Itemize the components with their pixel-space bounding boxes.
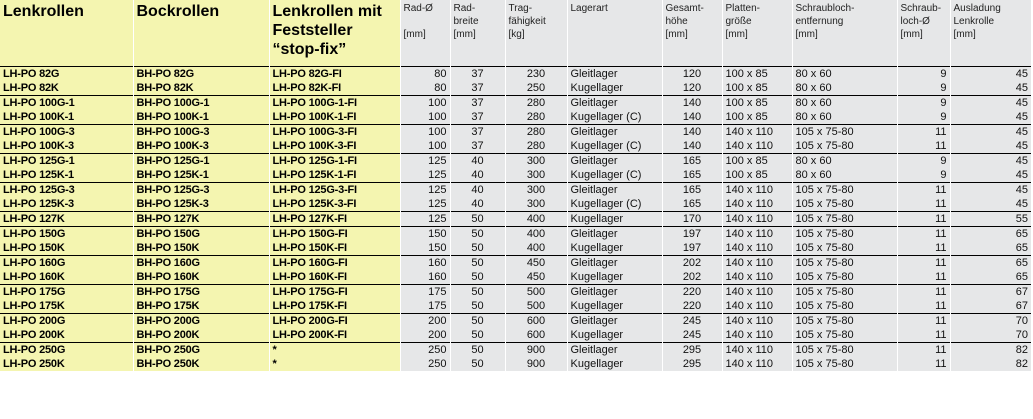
cell-schraubloch-d: 11 [897, 125, 950, 140]
cell-schraubloch-d: 11 [897, 241, 950, 256]
cell-gesamthoehe: 165 [662, 197, 722, 212]
cell-plattengroesse: 100 x 85 [722, 67, 792, 82]
cell-schraubloch-d: 9 [897, 81, 950, 96]
cell-plattengroesse: 140 x 110 [722, 314, 792, 329]
cell-lenkrollen: LH-PO 82K [0, 81, 133, 96]
cell-bockrollen: BH-PO 160G [133, 256, 269, 271]
cell-gesamthoehe: 197 [662, 241, 722, 256]
cell-tragfaehigkeit: 250 [505, 81, 567, 96]
cell-schraubloch: 105 x 75-80 [792, 328, 897, 343]
cell-radbreite: 40 [450, 197, 505, 212]
cell-rad-d: 150 [400, 241, 450, 256]
cell-feststeller: LH-PO 125G-1-FI [269, 154, 400, 169]
table-row [0, 270, 1031, 285]
cell-gesamthoehe: 140 [662, 96, 722, 111]
cell-ausladung: 70 [950, 314, 1031, 329]
table-row [0, 256, 1031, 271]
cell-ausladung: 82 [950, 343, 1031, 358]
cell-schraubloch-d: 11 [897, 299, 950, 314]
cell-lenkrollen: LH-PO 127K [0, 212, 133, 227]
header-tragfaehigkeit: Trag- fähigkeit [kg] [505, 0, 567, 67]
cell-lagerart: Gleitlager [567, 227, 662, 242]
cell-lenkrollen: LH-PO 125G-3 [0, 183, 133, 198]
cell-tragfaehigkeit: 500 [505, 285, 567, 300]
cell-radbreite: 50 [450, 328, 505, 343]
cell-lagerart: Gleitlager [567, 256, 662, 271]
cell-plattengroesse: 140 x 110 [722, 285, 792, 300]
cell-plattengroesse: 140 x 110 [722, 197, 792, 212]
cell-rad-d: 200 [400, 314, 450, 329]
cell-feststeller: LH-PO 200G-FI [269, 314, 400, 329]
cell-ausladung: 55 [950, 212, 1031, 227]
cell-ausladung: 45 [950, 154, 1031, 169]
cell-lenkrollen: LH-PO 100G-1 [0, 96, 133, 111]
cell-lenkrollen: LH-PO 100G-3 [0, 125, 133, 140]
cell-schraubloch-d: 9 [897, 110, 950, 125]
cell-schraubloch: 80 x 60 [792, 81, 897, 96]
cell-rad-d: 125 [400, 197, 450, 212]
cell-gesamthoehe: 140 [662, 110, 722, 125]
cell-bockrollen: BH-PO 125G-1 [133, 154, 269, 169]
cell-gesamthoehe: 245 [662, 328, 722, 343]
cell-ausladung: 45 [950, 125, 1031, 140]
cell-gesamthoehe: 165 [662, 154, 722, 169]
cell-ausladung: 45 [950, 110, 1031, 125]
cell-schraubloch: 105 x 75-80 [792, 299, 897, 314]
cell-feststeller: LH-PO 82K-FI [269, 81, 400, 96]
table-row [0, 110, 1031, 125]
cell-plattengroesse: 100 x 85 [722, 154, 792, 169]
cell-schraubloch-d: 11 [897, 270, 950, 285]
cell-gesamthoehe: 140 [662, 125, 722, 140]
table-row [0, 328, 1031, 343]
header-bockrollen: Bockrollen [133, 0, 269, 67]
table-row [0, 343, 1031, 358]
cell-radbreite: 40 [450, 168, 505, 183]
table-row [0, 183, 1031, 198]
cell-feststeller: * [269, 343, 400, 358]
header-rad-d: Rad-Ø [mm] [400, 0, 450, 67]
cell-gesamthoehe: 202 [662, 270, 722, 285]
cell-rad-d: 125 [400, 154, 450, 169]
cell-schraubloch: 105 x 75-80 [792, 270, 897, 285]
cell-bockrollen: BH-PO 125K-1 [133, 168, 269, 183]
cell-schraubloch-d: 9 [897, 168, 950, 183]
cell-feststeller: LH-PO 127K-FI [269, 212, 400, 227]
cell-gesamthoehe: 120 [662, 67, 722, 82]
cell-lagerart: Kugellager [567, 357, 662, 371]
table-row [0, 139, 1031, 154]
cell-schraubloch-d: 9 [897, 96, 950, 111]
cell-rad-d: 125 [400, 183, 450, 198]
cell-plattengroesse: 140 x 110 [722, 241, 792, 256]
cell-lenkrollen: LH-PO 160K [0, 270, 133, 285]
cell-lagerart: Kugellager (C) [567, 168, 662, 183]
cell-lagerart: Kugellager (C) [567, 139, 662, 154]
cell-schraubloch: 80 x 60 [792, 168, 897, 183]
cell-gesamthoehe: 295 [662, 357, 722, 371]
cell-tragfaehigkeit: 280 [505, 96, 567, 111]
cell-bockrollen: BH-PO 200G [133, 314, 269, 329]
table-row [0, 285, 1031, 300]
cell-gesamthoehe: 245 [662, 314, 722, 329]
cell-lenkrollen: LH-PO 125G-1 [0, 154, 133, 169]
cell-bockrollen: BH-PO 100K-3 [133, 139, 269, 154]
cell-radbreite: 50 [450, 343, 505, 358]
cell-lagerart: Kugellager [567, 81, 662, 96]
cell-rad-d: 175 [400, 285, 450, 300]
table-row [0, 227, 1031, 242]
cell-schraubloch: 105 x 75-80 [792, 285, 897, 300]
table-row [0, 81, 1031, 96]
cell-plattengroesse: 100 x 85 [722, 168, 792, 183]
cell-tragfaehigkeit: 300 [505, 154, 567, 169]
cell-schraubloch-d: 11 [897, 314, 950, 329]
cell-tragfaehigkeit: 400 [505, 212, 567, 227]
cell-schraubloch: 105 x 75-80 [792, 256, 897, 271]
cell-tragfaehigkeit: 230 [505, 67, 567, 82]
cell-feststeller: LH-PO 100K-1-FI [269, 110, 400, 125]
cell-schraubloch: 105 x 75-80 [792, 241, 897, 256]
cell-ausladung: 65 [950, 270, 1031, 285]
cell-feststeller: * [269, 357, 400, 371]
cell-radbreite: 37 [450, 110, 505, 125]
cell-gesamthoehe: 202 [662, 256, 722, 271]
cell-schraubloch-d: 11 [897, 197, 950, 212]
cell-gesamthoehe: 170 [662, 212, 722, 227]
cell-rad-d: 125 [400, 212, 450, 227]
table-body [0, 67, 1031, 372]
cell-gesamthoehe: 295 [662, 343, 722, 358]
cell-bockrollen: BH-PO 150G [133, 227, 269, 242]
cell-gesamthoehe: 197 [662, 227, 722, 242]
cell-radbreite: 37 [450, 139, 505, 154]
cell-tragfaehigkeit: 450 [505, 270, 567, 285]
cell-ausladung: 82 [950, 357, 1031, 371]
cell-bockrollen: BH-PO 150K [133, 241, 269, 256]
header-lenkrollen: Lenkrollen [0, 0, 133, 67]
cell-tragfaehigkeit: 300 [505, 168, 567, 183]
cell-schraubloch-d: 11 [897, 256, 950, 271]
cell-feststeller: LH-PO 160K-FI [269, 270, 400, 285]
cell-gesamthoehe: 220 [662, 285, 722, 300]
cell-rad-d: 160 [400, 270, 450, 285]
cell-schraubloch-d: 11 [897, 285, 950, 300]
cell-ausladung: 45 [950, 81, 1031, 96]
cell-plattengroesse: 140 x 110 [722, 299, 792, 314]
cell-lagerart: Gleitlager [567, 285, 662, 300]
cell-radbreite: 37 [450, 96, 505, 111]
cell-tragfaehigkeit: 600 [505, 328, 567, 343]
cell-plattengroesse: 140 x 110 [722, 227, 792, 242]
cell-rad-d: 100 [400, 139, 450, 154]
cell-lagerart: Kugellager [567, 328, 662, 343]
cell-lagerart: Kugellager (C) [567, 110, 662, 125]
table-row [0, 212, 1031, 227]
cell-schraubloch: 105 x 75-80 [792, 314, 897, 329]
cell-lenkrollen: LH-PO 200G [0, 314, 133, 329]
cell-tragfaehigkeit: 500 [505, 299, 567, 314]
cell-bockrollen: BH-PO 82K [133, 81, 269, 96]
cell-radbreite: 37 [450, 125, 505, 140]
cell-rad-d: 100 [400, 96, 450, 111]
cell-lagerart: Kugellager (C) [567, 197, 662, 212]
cell-feststeller: LH-PO 100K-3-FI [269, 139, 400, 154]
cell-bockrollen: BH-PO 250G [133, 343, 269, 358]
cell-plattengroesse: 140 x 110 [722, 139, 792, 154]
cell-bockrollen: BH-PO 100K-1 [133, 110, 269, 125]
cell-schraubloch: 105 x 75-80 [792, 357, 897, 371]
cell-plattengroesse: 100 x 85 [722, 81, 792, 96]
cell-gesamthoehe: 220 [662, 299, 722, 314]
cell-tragfaehigkeit: 450 [505, 256, 567, 271]
table-row [0, 197, 1031, 212]
cell-tragfaehigkeit: 300 [505, 197, 567, 212]
cell-ausladung: 65 [950, 227, 1031, 242]
cell-radbreite: 50 [450, 212, 505, 227]
cell-schraubloch-d: 11 [897, 183, 950, 198]
cell-schraubloch-d: 11 [897, 212, 950, 227]
cell-lenkrollen: LH-PO 125K-1 [0, 168, 133, 183]
cell-bockrollen: BH-PO 127K [133, 212, 269, 227]
cell-rad-d: 80 [400, 81, 450, 96]
cell-radbreite: 50 [450, 256, 505, 271]
cell-rad-d: 125 [400, 168, 450, 183]
cell-tragfaehigkeit: 600 [505, 314, 567, 329]
cell-radbreite: 37 [450, 81, 505, 96]
cell-plattengroesse: 140 x 110 [722, 357, 792, 371]
cell-rad-d: 160 [400, 256, 450, 271]
cell-feststeller: LH-PO 82G-FI [269, 67, 400, 82]
cell-schraubloch-d: 11 [897, 139, 950, 154]
header-lagerart: Lagerart [567, 0, 662, 67]
cell-ausladung: 65 [950, 241, 1031, 256]
table-row [0, 154, 1031, 169]
cell-feststeller: LH-PO 160G-FI [269, 256, 400, 271]
cell-radbreite: 50 [450, 314, 505, 329]
cell-bockrollen: BH-PO 100G-1 [133, 96, 269, 111]
cell-lenkrollen: LH-PO 82G [0, 67, 133, 82]
cell-tragfaehigkeit: 900 [505, 343, 567, 358]
header-gesamthoehe: Gesamt- höhe [mm] [662, 0, 722, 67]
cell-schraubloch: 105 x 75-80 [792, 343, 897, 358]
cell-lenkrollen: LH-PO 100K-3 [0, 139, 133, 154]
table-row [0, 96, 1031, 111]
cell-radbreite: 40 [450, 183, 505, 198]
cell-lagerart: Gleitlager [567, 125, 662, 140]
cell-radbreite: 50 [450, 270, 505, 285]
cell-rad-d: 150 [400, 227, 450, 242]
table-row [0, 299, 1031, 314]
cell-lenkrollen: LH-PO 150K [0, 241, 133, 256]
cell-lagerart: Gleitlager [567, 343, 662, 358]
cell-ausladung: 67 [950, 299, 1031, 314]
cell-schraubloch: 105 x 75-80 [792, 183, 897, 198]
cell-lagerart: Kugellager [567, 212, 662, 227]
cell-schraubloch: 80 x 60 [792, 67, 897, 82]
cell-ausladung: 45 [950, 96, 1031, 111]
cell-ausladung: 45 [950, 67, 1031, 82]
cell-ausladung: 45 [950, 197, 1031, 212]
cell-bockrollen: BH-PO 200K [133, 328, 269, 343]
cell-schraubloch-d: 11 [897, 328, 950, 343]
cell-schraubloch-d: 11 [897, 227, 950, 242]
cell-ausladung: 70 [950, 328, 1031, 343]
cell-lagerart: Gleitlager [567, 67, 662, 82]
cell-schraubloch: 105 x 75-80 [792, 212, 897, 227]
cell-gesamthoehe: 120 [662, 81, 722, 96]
cell-plattengroesse: 140 x 110 [722, 212, 792, 227]
cell-schraubloch: 80 x 60 [792, 154, 897, 169]
cell-radbreite: 50 [450, 285, 505, 300]
cell-lenkrollen: LH-PO 160G [0, 256, 133, 271]
cell-lenkrollen: LH-PO 250G [0, 343, 133, 358]
cell-schraubloch: 105 x 75-80 [792, 139, 897, 154]
cell-gesamthoehe: 140 [662, 139, 722, 154]
header-schraubloch-d: Schraub- loch-Ø [mm] [897, 0, 950, 67]
cell-rad-d: 250 [400, 357, 450, 371]
cell-radbreite: 50 [450, 227, 505, 242]
cell-lenkrollen: LH-PO 200K [0, 328, 133, 343]
cell-schraubloch-d: 11 [897, 357, 950, 371]
cell-schraubloch-d: 9 [897, 67, 950, 82]
header-ausladung: Ausladung Lenkrolle [mm] [950, 0, 1031, 67]
cell-plattengroesse: 140 x 110 [722, 125, 792, 140]
cell-feststeller: LH-PO 100G-3-FI [269, 125, 400, 140]
cell-plattengroesse: 140 x 110 [722, 256, 792, 271]
cell-ausladung: 45 [950, 139, 1031, 154]
cell-tragfaehigkeit: 400 [505, 227, 567, 242]
cell-plattengroesse: 140 x 110 [722, 328, 792, 343]
cell-tragfaehigkeit: 300 [505, 183, 567, 198]
cell-feststeller: LH-PO 100G-1-FI [269, 96, 400, 111]
header-row [0, 0, 1031, 67]
cell-gesamthoehe: 165 [662, 183, 722, 198]
cell-feststeller: LH-PO 125K-3-FI [269, 197, 400, 212]
cell-lagerart: Kugellager [567, 299, 662, 314]
cell-ausladung: 67 [950, 285, 1031, 300]
cell-rad-d: 100 [400, 125, 450, 140]
cell-ausladung: 45 [950, 183, 1031, 198]
cell-tragfaehigkeit: 280 [505, 110, 567, 125]
header-plattengroesse: Platten- größe [mm] [722, 0, 792, 67]
cell-lagerart: Kugellager [567, 270, 662, 285]
cell-tragfaehigkeit: 900 [505, 357, 567, 371]
cell-ausladung: 65 [950, 256, 1031, 271]
cell-rad-d: 250 [400, 343, 450, 358]
cell-radbreite: 50 [450, 299, 505, 314]
cell-tragfaehigkeit: 400 [505, 241, 567, 256]
cell-plattengroesse: 140 x 110 [722, 270, 792, 285]
header-schraubloch: Schraubloch- entfernung [mm] [792, 0, 897, 67]
cell-lenkrollen: LH-PO 150G [0, 227, 133, 242]
cell-lenkrollen: LH-PO 250K [0, 357, 133, 371]
table-row [0, 241, 1031, 256]
cell-schraubloch: 80 x 60 [792, 96, 897, 111]
cell-radbreite: 37 [450, 67, 505, 82]
table-row [0, 314, 1031, 329]
cell-lenkrollen: LH-PO 175K [0, 299, 133, 314]
cell-schraubloch: 80 x 60 [792, 110, 897, 125]
cell-bockrollen: BH-PO 100G-3 [133, 125, 269, 140]
cell-lenkrollen: LH-PO 100K-1 [0, 110, 133, 125]
cell-rad-d: 100 [400, 110, 450, 125]
cell-tragfaehigkeit: 280 [505, 125, 567, 140]
cell-feststeller: LH-PO 125K-1-FI [269, 168, 400, 183]
cell-bockrollen: BH-PO 82G [133, 67, 269, 82]
cell-schraubloch: 105 x 75-80 [792, 227, 897, 242]
cell-feststeller: LH-PO 150G-FI [269, 227, 400, 242]
cell-lagerart: Gleitlager [567, 96, 662, 111]
cell-feststeller: LH-PO 125G-3-FI [269, 183, 400, 198]
cell-feststeller: LH-PO 175K-FI [269, 299, 400, 314]
cell-lagerart: Kugellager [567, 241, 662, 256]
cell-schraubloch: 105 x 75-80 [792, 125, 897, 140]
cell-plattengroesse: 100 x 85 [722, 96, 792, 111]
cell-gesamthoehe: 165 [662, 168, 722, 183]
cell-feststeller: LH-PO 175G-FI [269, 285, 400, 300]
cell-rad-d: 80 [400, 67, 450, 82]
cell-tragfaehigkeit: 280 [505, 139, 567, 154]
cell-schraubloch-d: 9 [897, 154, 950, 169]
cell-rad-d: 175 [400, 299, 450, 314]
cell-radbreite: 50 [450, 241, 505, 256]
table-row [0, 67, 1031, 82]
header-radbreite: Rad- breite [mm] [450, 0, 505, 67]
cell-bockrollen: BH-PO 125G-3 [133, 183, 269, 198]
cell-lenkrollen: LH-PO 175G [0, 285, 133, 300]
cell-bockrollen: BH-PO 250K [133, 357, 269, 371]
cell-bockrollen: BH-PO 160K [133, 270, 269, 285]
cell-bockrollen: BH-PO 125K-3 [133, 197, 269, 212]
cell-bockrollen: BH-PO 175K [133, 299, 269, 314]
cell-lagerart: Gleitlager [567, 183, 662, 198]
cell-feststeller: LH-PO 150K-FI [269, 241, 400, 256]
cell-rad-d: 200 [400, 328, 450, 343]
cell-ausladung: 45 [950, 168, 1031, 183]
cell-plattengroesse: 140 x 110 [722, 183, 792, 198]
cell-lenkrollen: LH-PO 125K-3 [0, 197, 133, 212]
table-row [0, 168, 1031, 183]
header-feststeller: Lenkrollen mit Feststeller “stop-fix” [269, 0, 400, 67]
cell-schraubloch: 105 x 75-80 [792, 197, 897, 212]
cell-bockrollen: BH-PO 175G [133, 285, 269, 300]
cell-feststeller: LH-PO 200K-FI [269, 328, 400, 343]
table-row [0, 125, 1031, 140]
cell-lagerart: Gleitlager [567, 154, 662, 169]
cell-plattengroesse: 140 x 110 [722, 343, 792, 358]
cell-radbreite: 50 [450, 357, 505, 371]
cell-lagerart: Gleitlager [567, 314, 662, 329]
cell-schraubloch-d: 11 [897, 343, 950, 358]
cell-radbreite: 40 [450, 154, 505, 169]
cell-plattengroesse: 100 x 85 [722, 110, 792, 125]
table-row [0, 357, 1031, 371]
